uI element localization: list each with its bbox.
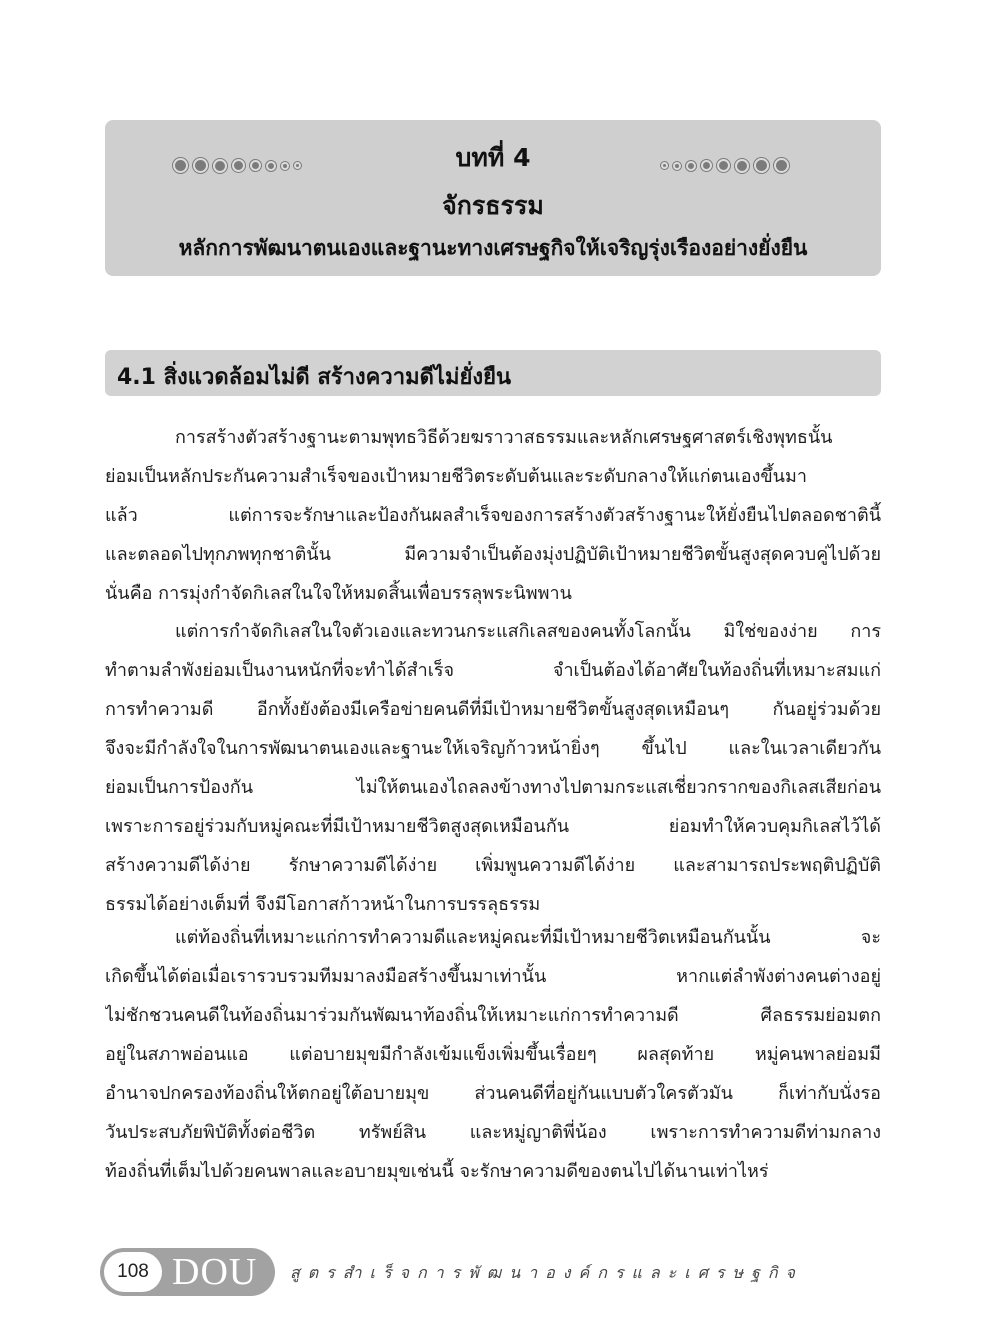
text-line: อยู่ในสภาพอ่อนแอ แต่อบายมุขมีกำลังเข้มแข็งเพิ่มขึ้นเรื่อยๆ ผลสุดท้าย หมู่คนพาลย่อมมี xyxy=(105,1044,881,1065)
ornament-dot xyxy=(754,158,769,173)
text-line: ย่อมเป็นการป้องกัน ไม่ให้ตนเองไถลลงข้างทางไปตามกระแสเชี่ยวกรากของกิเลสเสียก่อน xyxy=(105,777,881,798)
text-line: ท้องถิ่นที่เต็มไปด้วยคนพาลและอบายมุขเช่นนี้ จะรักษาความดีของตนไปได้นานเท่าไหร่ xyxy=(105,1161,769,1182)
text-line: แล้ว แต่การจะรักษาและป้องกันผลสำเร็จของการสร้างตัวสร้างฐานะให้ยั่งยืนไปตลอดชาตินี้ xyxy=(105,505,881,526)
text-line: สร้างความดีได้ง่าย รักษาความดีได้ง่าย เพิ่มพูนความดีได้ง่าย และสามารถประพฤติปฏิบัติ xyxy=(105,855,881,876)
paragraph-1 xyxy=(105,418,881,613)
ornament-dot xyxy=(735,159,749,173)
ornament-dot xyxy=(661,162,668,169)
section-title: 4.1 สิ่งแวดล้อมไม่ดี สร้างความดีไม่ยั่งยืน xyxy=(117,365,512,390)
text-line: แต่การกำจัดกิเลสในใจตัวเองและทวนกระแสกิเลสของคนทั้งโลกนั้น มิใช่ของง่าย การ xyxy=(175,621,881,642)
text-line: วันประสบภัยพิบัติทั้งต่อชีวิต ทรัพย์สิน และหมู่ญาติพี่น้อง เพราะการทำความดีท่ามกลาง xyxy=(105,1122,881,1143)
paragraph-3 xyxy=(105,918,881,1191)
text-line: อำนาจปกครองท้องถิ่นให้ตกอยู่ใต้อบายมุข ส่วนคนดีที่อยู่กันแบบตัวใครตัวมัน ก็เท่ากับนั่งรอ xyxy=(105,1083,881,1104)
text-line: เพราะการอยู่ร่วมกับหมู่คณะที่มีเป้าหมายชีวิตสูงสุดเหมือนกัน ย่อมทำให้ควบคุมกิเลสไว้ได้ xyxy=(105,816,881,837)
paragraph-2 xyxy=(105,612,881,924)
ornament-dots-right xyxy=(661,158,789,173)
text-line: นั่นคือ การมุ่งกำจัดกิเลสในใจให้หมดสิ้นเพื่อบรรลุพระนิพพาน xyxy=(105,583,572,604)
chapter-header xyxy=(105,120,881,276)
ornament-dot xyxy=(717,159,730,172)
text-line: จึงจะมีกำลังใจในการพัฒนาตนเองและฐานะให้เจริญก้าวหน้ายิ่งๆ ขึ้นไป และในเวลาเดียวกัน xyxy=(105,738,881,759)
section-heading-bar xyxy=(105,350,881,396)
page-footer xyxy=(100,1248,900,1298)
text-line: ธรรมได้อย่างเต็มที่ จึงมีโอกาสก้าวหน้าในการบรรลุธรรม xyxy=(105,894,541,915)
book-title: สูตรสำเร็จการพัฒนาองค์กรและเศรษฐกิจ xyxy=(290,1263,803,1282)
text-line: ทำตามลำพังย่อมเป็นงานหนักที่จะทำได้สำเร็จ จำเป็นต้องได้อาศัยในท้องถิ่นที่เหมาะสมแก่ xyxy=(105,660,881,681)
page-badge xyxy=(100,1248,275,1296)
text-line: ย่อมเป็นหลักประกันความสำเร็จของเป้าหมายชีวิตระดับต้นและระดับกลางให้แก่ตนเองขึ้นมา xyxy=(105,466,807,487)
chapter-subtitle: หลักการพัฒนาตนเองและฐานะทางเศรษฐกิจให้เจริญรุ่งเรืองอย่างยั่งยืน xyxy=(178,236,808,260)
text-line: การสร้างตัวสร้างฐานะตามพุทธวิธีด้วยฆราวาสธรรมและหลักเศรษฐศาสตร์เชิงพุทธนั้น xyxy=(175,427,833,448)
page-number: 108 xyxy=(104,1252,162,1292)
ornament-dot xyxy=(686,161,696,171)
text-line: เกิดขึ้นได้ต่อเมื่อเรารวบรวมทีมมาลงมือสร้างขึ้นมาเท่านั้น หากแต่ลำพังต่างคนต่างอยู่ xyxy=(105,966,881,987)
text-line: และตลอดไปทุกภพทุกชาตินั้น มีความจำเป็นต้องมุ่งปฏิบัติเป้าหมายชีวิตขั้นสูงสุดควบคู่ไปด้วย xyxy=(105,544,881,565)
text-line: แต่ท้องถิ่นที่เหมาะแก่การทำความดีและหมู่คณะที่มีเป้าหมายชีวิตเหมือนกันนั้น จะ xyxy=(175,927,881,948)
chapter-title: จักรธรรม xyxy=(442,191,544,220)
ornament-dot xyxy=(774,158,789,173)
dou-logo: DOU xyxy=(172,1251,258,1293)
text-line: การทำความดี อีกทั้งยังต้องมีเครือข่ายคนดีที่มีเป้าหมายชีวิตขั้นสูงสุดเหมือนๆ กันอยู่ร่วมด้วย xyxy=(105,699,881,720)
ornament-dot xyxy=(701,160,712,171)
chapter-number: บทที่ 4 xyxy=(455,143,531,172)
text-line: ไม่ชักชวนคนดีในท้องถิ่นมาร่วมกันพัฒนาท้องถิ่นให้เหมาะแก่การทำความดี ศีลธรรมย่อมตก xyxy=(105,1005,881,1026)
ornament-dot xyxy=(673,162,681,170)
